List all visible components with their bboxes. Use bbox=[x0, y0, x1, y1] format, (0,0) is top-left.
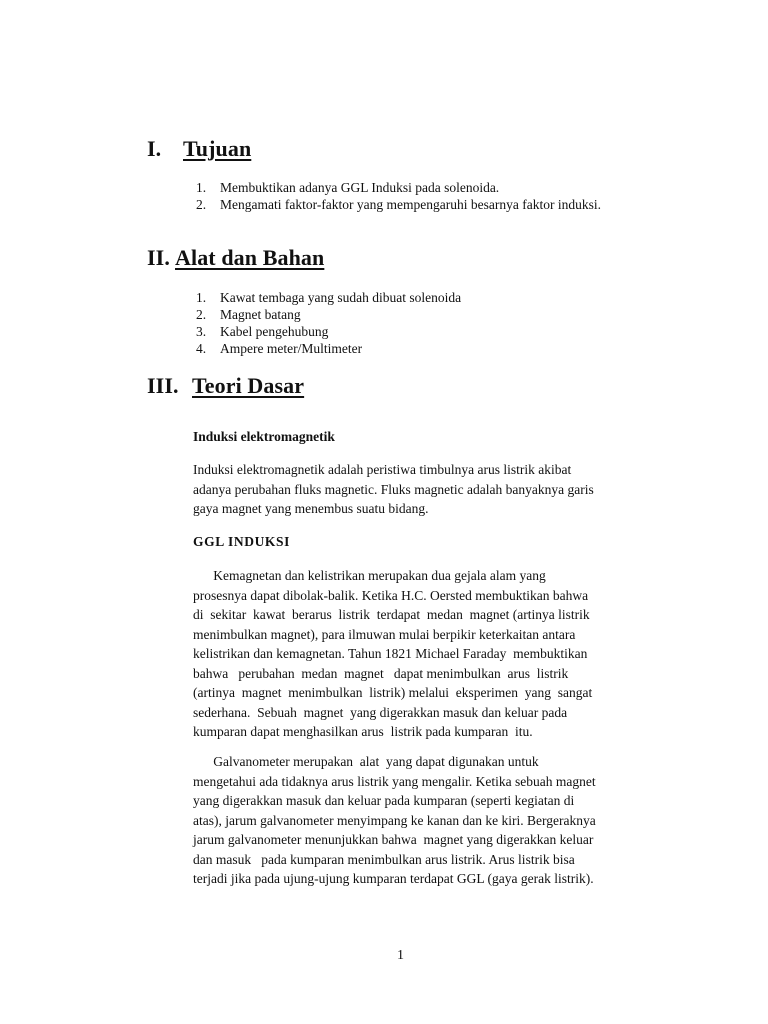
heading-alat-number: II. bbox=[147, 245, 170, 270]
paragraph-induksi: Induksi elektromagnetik adalah peristiwa timbulnya arus listrik akibat adanya perubahan fluks magnetic. Fluks magnetic adalah banyaknya garis gaya magnet yang menembus suatu bidang. bbox=[193, 462, 594, 516]
list-item: 3. Kabel pengehubung bbox=[196, 324, 329, 339]
list-item: 2. Mengamati faktor-faktor yang mempengaruhi besarnya faktor induksi. bbox=[196, 197, 601, 212]
heading-tujuan-title: Tujuan bbox=[183, 136, 252, 161]
alat-list bbox=[196, 289, 461, 357]
list-item: 1. Membuktikan adanya GGL Induksi pada solenoida. bbox=[196, 180, 500, 195]
paragraph-ggl: Kemagnetan dan kelistrikan merupakan dua gejala alam yang prosesnya dapat dibolak-balik. Ketika H.C. Oersted membuktikan bahwa di sekitar kawat berarus listrik terdapat medan magnet (artinya listrik menimbulkan magnet), para ilmuwan mulai berpikir keterkaitan antara kelistrikan dan kemagnetan. Tahun 1821 Michael Faraday membuktikan bahwa perubahan medan magnet dapat menimbulkan arus listrik (artinya magnet menimbulkan listrik) melalui eksperimen yang sangat sederhana. Sebuah magnet yang digerakkan masuk dan keluar pada kumparan dapat menghasilkan arus listrik pada kumparan itu. bbox=[193, 568, 593, 739]
heading-alat-bahan bbox=[147, 245, 324, 271]
paragraph-galvanometer: Galvanometer merupakan alat yang dapat digunakan untuk mengetahui ada tidaknya arus listrik yang mengalir. Ketika sebuah magnet yang digerakkan masuk dan keluar pada kumparan (seperti kegiatan di atas), jarum galvanometer menyimpang ke kanan dan ke kiri. Bergeraknya jarum galvanometer menunjukkan bahwa magnet yang digerakkan keluar dan masuk pada kumparan menimbulkan arus listrik. Arus listrik bisa terjadi jika pada ujung-ujung kumparan terdapat GGL (gaya gerak listrik). bbox=[193, 754, 596, 886]
subheading-induksi: Induksi elektromagnetik bbox=[193, 429, 335, 444]
list-item: 4. Ampere meter/Multimeter bbox=[196, 341, 363, 356]
list-item: 2. Magnet batang bbox=[196, 307, 301, 322]
list-item: 1. Kawat tembaga yang sudah dibuat solenoida bbox=[196, 290, 462, 305]
heading-tujuan-number: I. bbox=[147, 136, 162, 161]
tujuan-list bbox=[196, 179, 601, 213]
heading-teori-dasar bbox=[147, 373, 304, 399]
heading-alat-title: Alat dan Bahan bbox=[175, 245, 325, 270]
heading-tujuan bbox=[147, 136, 251, 162]
page-number: 1 bbox=[397, 948, 404, 963]
heading-teori-number: III. bbox=[147, 373, 179, 398]
heading-teori-title: Teori Dasar bbox=[192, 373, 305, 398]
subheading-ggl-induksi: GGL INDUKSI bbox=[193, 534, 290, 549]
